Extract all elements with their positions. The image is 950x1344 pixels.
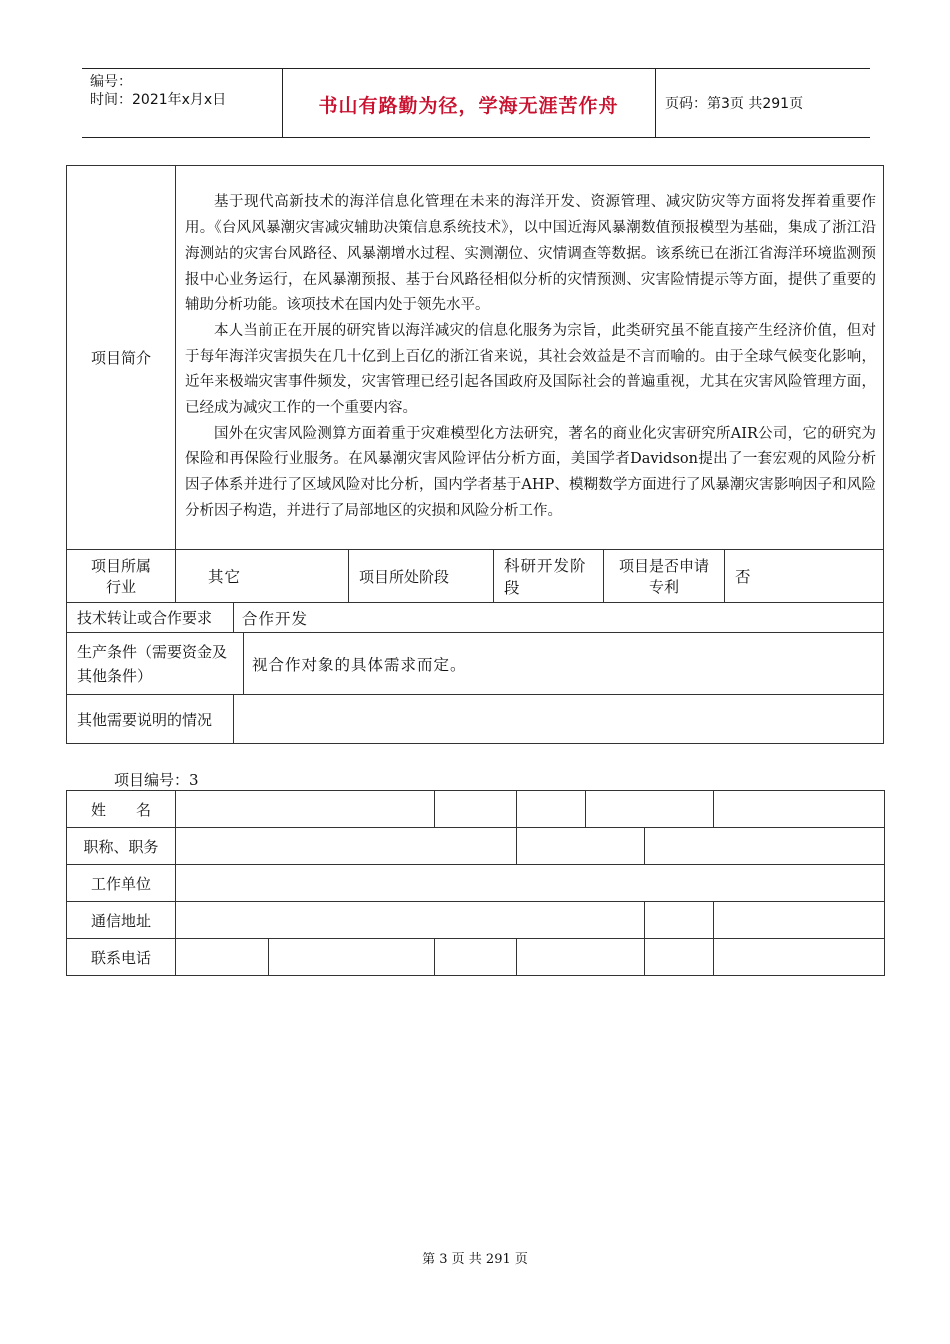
phone-label: 联系电话	[67, 939, 176, 976]
blank-cell	[645, 939, 714, 976]
industry-label: 项目所属行业	[67, 550, 176, 603]
blank-cell	[645, 902, 714, 939]
blank-cell	[714, 791, 885, 828]
transfer-label: 技术转让或合作要求	[67, 603, 234, 632]
blank-cell	[517, 939, 645, 976]
header-motto: 书山有路勤为径，学海无涯苦作舟	[318, 95, 619, 117]
title-field	[176, 828, 517, 865]
page-footer: 第 3 页 共 291 页	[422, 1252, 528, 1267]
address-label: 通信地址	[67, 902, 176, 939]
patent-value: 否	[735, 568, 752, 586]
patent-label: 项目是否申请专利	[604, 550, 725, 602]
stage-label: 项目所处阶段	[349, 550, 494, 603]
blank-cell	[435, 791, 517, 828]
intro-paragraph: 基于现代高新技术的海洋信息化管理在未来的海洋开发、资源管理、减灾防灾等方面将发挥着重要作用。《台风风暴潮灾害减灾辅助决策信息系统技术》，以中国近海风暴潮数值预报模型为基础，集成了浙江沿海测站的灾害台风路径、风暴潮增水过程、实测潮位、灾情调查等数据。该系统已在浙江省海洋环境监测预报中心业务运行，在风暴潮预报、基于台风路径相似分析的灾情预测、灾害险情提示等方面，提供了重要的辅助分析功能。该项技术在国内处于领先水平。	[185, 194, 877, 314]
name-field	[176, 791, 435, 828]
contact-table	[66, 790, 885, 976]
time-label: 时间：2021年x月x日	[90, 92, 227, 108]
other-value	[234, 695, 242, 743]
industry-value: 其它	[176, 550, 349, 603]
address-field	[176, 902, 645, 939]
intro-paragraph: 本人当前正在开展的研究皆以海洋减灾的信息化服务为宗旨，此类研究虽不能直接产生经济价值，但对于每年海洋灾害损失在几十亿到上百亿的浙江省来说，其社会效益是不言而喻的。由于全球气候变化影响，近年来极端灾害事件频发，灾害管理已经引起各国政府及国际社会的普遍重视，尤其在灾害风险管理方面，已经成为减灾工作的一个重要内容。	[185, 322, 877, 417]
blank-cell	[269, 939, 435, 976]
title-label: 职称、职务	[67, 828, 176, 865]
blank-cell	[586, 791, 714, 828]
unit-label: 工作单位	[67, 865, 176, 902]
intro-label: 项目简介	[67, 166, 176, 550]
code-label: 编号：	[90, 74, 132, 90]
production-row	[67, 633, 884, 695]
patent-cell	[604, 550, 884, 603]
production-value: 视合作对象的具体需求而定。	[252, 655, 467, 674]
blank-cell	[645, 828, 885, 865]
unit-field	[176, 865, 885, 902]
name-label: 姓 名	[67, 791, 176, 828]
production-label: 生产条件（需要资金及其他条件）	[67, 633, 244, 694]
header-left	[90, 73, 226, 109]
phone-field	[176, 939, 269, 976]
project-table	[66, 165, 884, 744]
blank-cell	[714, 902, 885, 939]
project-number: 项目编号：3	[114, 771, 199, 789]
page-header	[82, 68, 870, 138]
intro-content	[176, 166, 884, 550]
other-label: 其他需要说明的情况	[67, 695, 234, 743]
blank-cell	[714, 939, 885, 976]
header-divider	[655, 69, 656, 137]
stage-value: 科研开发阶段	[494, 550, 604, 603]
other-row	[67, 695, 884, 744]
header-page-info: 页码：第3页 共291页	[665, 96, 804, 112]
blank-cell	[517, 828, 645, 865]
intro-paragraph: 国外在灾害风险测算方面着重于灾难模型化方法研究，著名的商业化灾害研究所AIR公司，它的研究为保险和再保险行业服务。在风暴潮灾害风险评估分析方面，美国学者Davidson提出了一套宏观的风险分析因子体系并进行了区域风险对比分析，国内学者基于AHP、模糊数学方面进行了风暴潮灾害影响因子和风险分析因子构造，并进行了局部地区的灾损和风险分析工作。	[185, 425, 877, 519]
transfer-value: 合作开发	[242, 609, 309, 628]
blank-cell	[517, 791, 586, 828]
transfer-row	[67, 603, 884, 633]
blank-cell	[435, 939, 517, 976]
